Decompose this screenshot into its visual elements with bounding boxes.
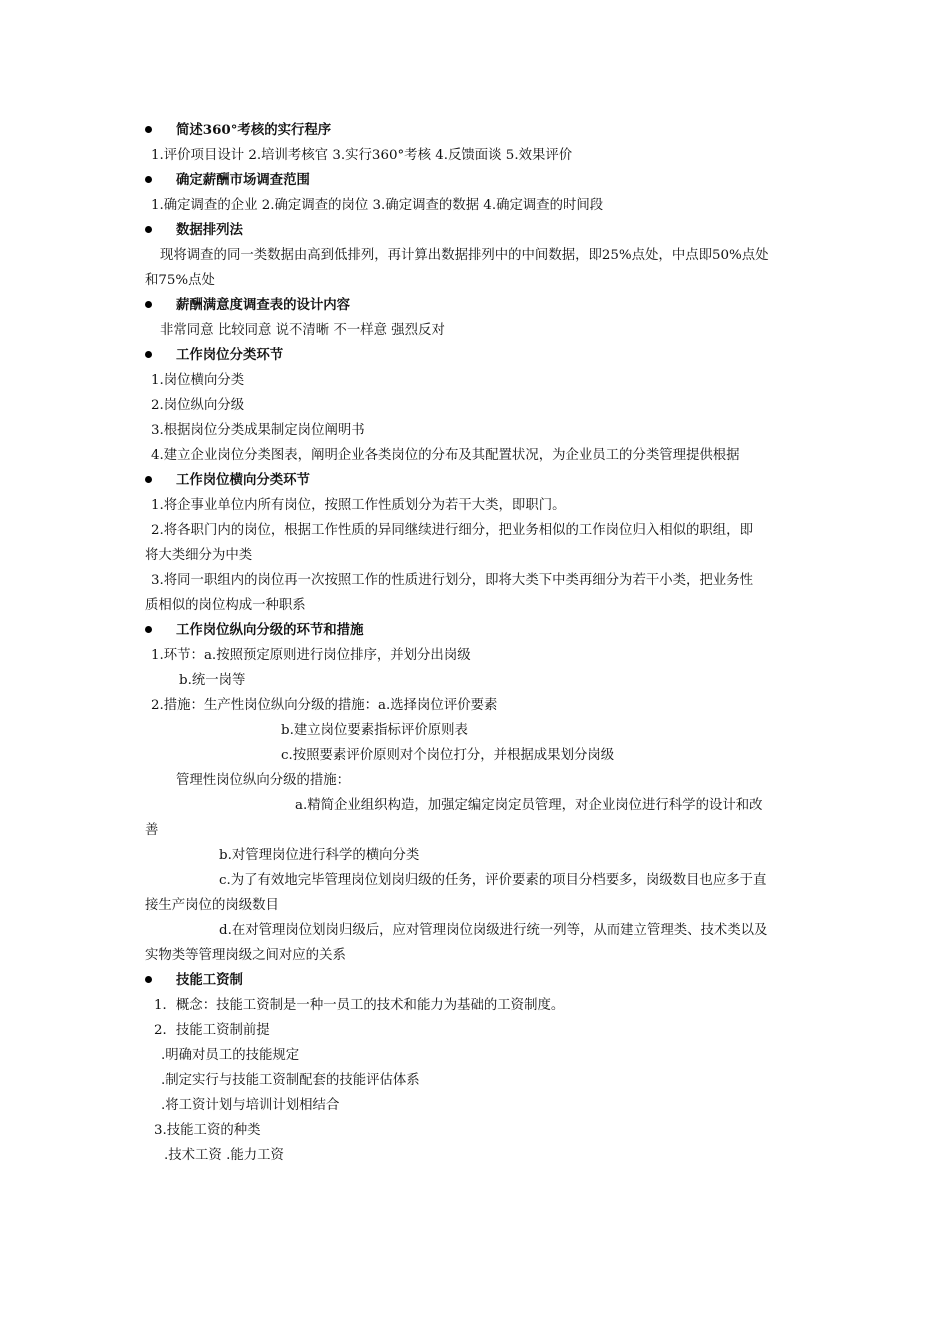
body-line: 1．概念：技能工资制是一种一员工的技术和能力为基础的工资制度。 xyxy=(154,998,565,1013)
body-line-continuation: 接生产岗位的岗级数目 xyxy=(145,898,279,913)
list-item: 4.建立企业岗位分类图表，阐明企业各类岗位的分布及其配置状况，为企业员工的分类管理提供根据 xyxy=(151,448,740,463)
body-line: a.精简企业组织构造，加强定编定岗定员管理，对企业岗位进行科学的设计和改 xyxy=(295,798,763,813)
list-item-continuation: 将大类细分为中类 xyxy=(145,548,253,563)
body-line: .制定实行与技能工资制配套的技能评估体系 xyxy=(161,1073,420,1088)
body-line: .明确对员工的技能规定 xyxy=(161,1048,300,1063)
heading-text: 确定薪酬市场调查范围 xyxy=(176,172,310,188)
section-heading xyxy=(145,118,810,143)
heading-text: 技能工资制 xyxy=(176,972,243,988)
body-line: b.统一岗等 xyxy=(179,673,246,688)
body-line: 2.措施：生产性岗位纵向分级的措施：a.选择岗位评价要素 xyxy=(151,698,498,713)
body-line-continuation: 善 xyxy=(145,823,159,838)
bullet-icon xyxy=(145,626,152,633)
body-line: 3.技能工资的种类 xyxy=(154,1123,261,1138)
body-line: .将工资计划与培训计划相结合 xyxy=(161,1098,340,1113)
section-heading xyxy=(145,618,810,643)
body-line: .技术工资 .能力工资 xyxy=(164,1148,284,1163)
list-item: 1.岗位横向分类 xyxy=(151,373,245,388)
heading-text: 工作岗位纵向分级的环节和措施 xyxy=(176,622,364,638)
section-heading xyxy=(145,968,810,993)
heading-text: 简述360°考核的实行程序 xyxy=(176,122,332,138)
bullet-icon xyxy=(145,126,152,133)
body-line: 1.评价项目设计 2.培训考核官 3.实行360°考核 4.反馈面谈 5.效果评价 xyxy=(151,148,573,163)
list-item: 3.根据岗位分类成果制定岗位阐明书 xyxy=(151,423,365,438)
bullet-icon xyxy=(145,301,152,308)
body-line: 和75%点处 xyxy=(145,273,215,288)
body-line: b.建立岗位要素指标评价原则表 xyxy=(281,723,468,738)
body-line: c.为了有效地完毕管理岗位划岗归级的任务，评价要素的项目分档要多，岗级数目也应多于直 xyxy=(219,873,767,888)
list-item: 2.岗位纵向分级 xyxy=(151,398,245,413)
bullet-icon xyxy=(145,226,152,233)
body-line-continuation: 实物类等管理岗级之间对应的关系 xyxy=(145,948,346,963)
section-heading xyxy=(145,343,810,368)
body-line: 非常同意 比较同意 说不清晰 不一样意 强烈反对 xyxy=(160,323,445,338)
heading-text: 数据排列法 xyxy=(176,222,243,238)
bullet-icon xyxy=(145,176,152,183)
bullet-icon xyxy=(145,476,152,483)
section-heading xyxy=(145,468,810,493)
bullet-icon xyxy=(145,351,152,358)
section-heading xyxy=(145,293,810,318)
heading-text: 薪酬满意度调查表的设计内容 xyxy=(176,297,351,313)
body-line: 1.确定调查的企业 2.确定调查的岗位 3.确定调查的数据 4.确定调查的时间段 xyxy=(151,198,604,213)
list-item: 1.将企事业单位内所有岗位，按照工作性质划分为若干大类，即职门。 xyxy=(151,498,566,513)
body-line: 现将调查的同一类数据由高到低排列，再计算出数据排列中的中间数据，即25%点处，中点即50%点处 xyxy=(160,248,769,263)
body-line: d.在对管理岗位划岗归级后，应对管理岗位岗级进行统一列等，从而建立管理类、技术类以及 xyxy=(219,923,768,938)
section-heading xyxy=(145,218,810,243)
bullet-icon xyxy=(145,976,152,983)
heading-text: 工作岗位分类环节 xyxy=(176,347,284,363)
body-line: 1.环节：a.按照预定原则进行岗位排序，并划分出岗级 xyxy=(151,648,471,663)
body-line: 2．技能工资制前提 xyxy=(154,1023,270,1038)
section-heading xyxy=(145,168,810,193)
body-line: 管理性岗位纵向分级的措施： xyxy=(176,773,351,788)
list-item-continuation: 质相似的岗位构成一种职系 xyxy=(145,598,306,613)
list-item: 3.将同一职组内的岗位再一次按照工作的性质进行划分，即将大类下中类再细分为若干小类，把业务性 xyxy=(151,573,753,588)
list-item: 2.将各职门内的岗位，根据工作性质的异同继续进行细分，把业务相似的工作岗位归入相似的职组，即 xyxy=(151,523,753,538)
body-line: b.对管理岗位进行科学的横向分类 xyxy=(219,848,420,863)
body-line: c.按照要素评价原则对个岗位打分，并根据成果划分岗级 xyxy=(281,748,615,763)
heading-text: 工作岗位横向分类环节 xyxy=(176,472,310,488)
